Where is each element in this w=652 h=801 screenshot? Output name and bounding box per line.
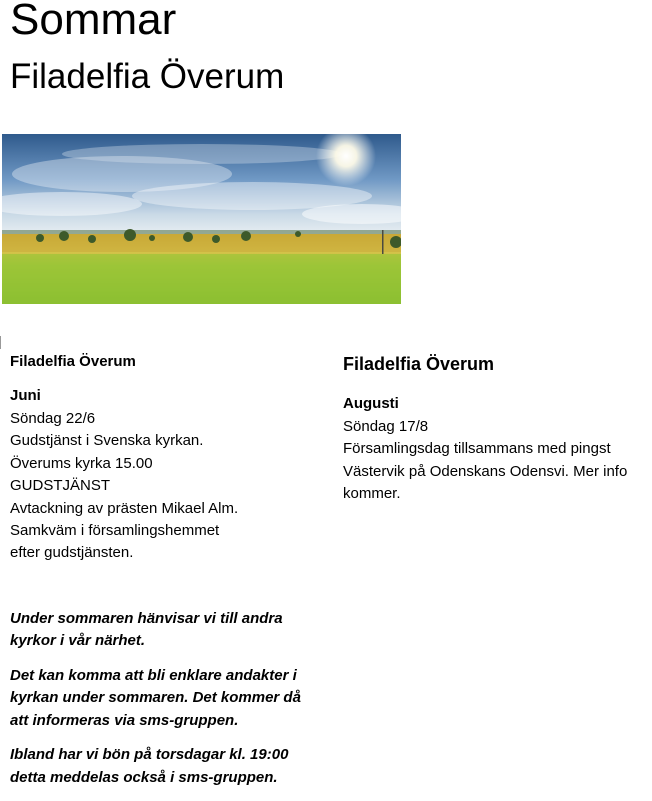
right-column-heading: Filadelfia Överum <box>343 354 495 374</box>
month-heading-augusti: Augusti <box>343 395 399 412</box>
event-line: Gudstjänst i Svenska kyrkan. <box>10 432 204 450</box>
summer-notes <box>10 608 320 790</box>
right-column <box>343 352 648 506</box>
event-line: Samkväm i församlingshemmet <box>10 522 220 540</box>
note-paragraph: Under sommaren hänvisar vi till andra kyrkor i vår närhet. <box>10 609 283 650</box>
note-paragraph: Ibland har vi bön på torsdagar kl. 19:00 detta meddelas också i sms-gruppen. <box>10 746 289 786</box>
event-line: efter gudstjänsten. <box>10 544 134 562</box>
note-paragraph: Det kan komma att bli enklare andakter i kyrkan under sommaren. Det kommer då att informeras via sms-gruppen. <box>10 666 301 729</box>
event-line: GUDSTJÄNST <box>10 477 111 495</box>
event-line: Söndag 17/8 <box>343 418 429 435</box>
event-line: Söndag 22/6 <box>10 410 96 427</box>
page-title: Sommar <box>10 0 177 44</box>
left-column-heading: Filadelfia Överum <box>10 353 136 370</box>
text-cursor-marker <box>0 336 2 349</box>
summer-field-photo <box>2 134 401 304</box>
event-line: Avtackning av prästen Mikael Alm. <box>10 499 239 517</box>
event-description: Församlingsdag tillsammans med pingst Västervik på Odenskans Odensvi. Mer info kommer. <box>343 440 628 503</box>
summer-field-photo-icon <box>2 134 401 304</box>
page-subtitle: Filadelfia Överum <box>10 57 285 96</box>
month-heading-juni: Juni <box>10 387 41 404</box>
left-column <box>10 352 320 801</box>
event-line: Överums kyrka 15.00 <box>10 454 153 472</box>
